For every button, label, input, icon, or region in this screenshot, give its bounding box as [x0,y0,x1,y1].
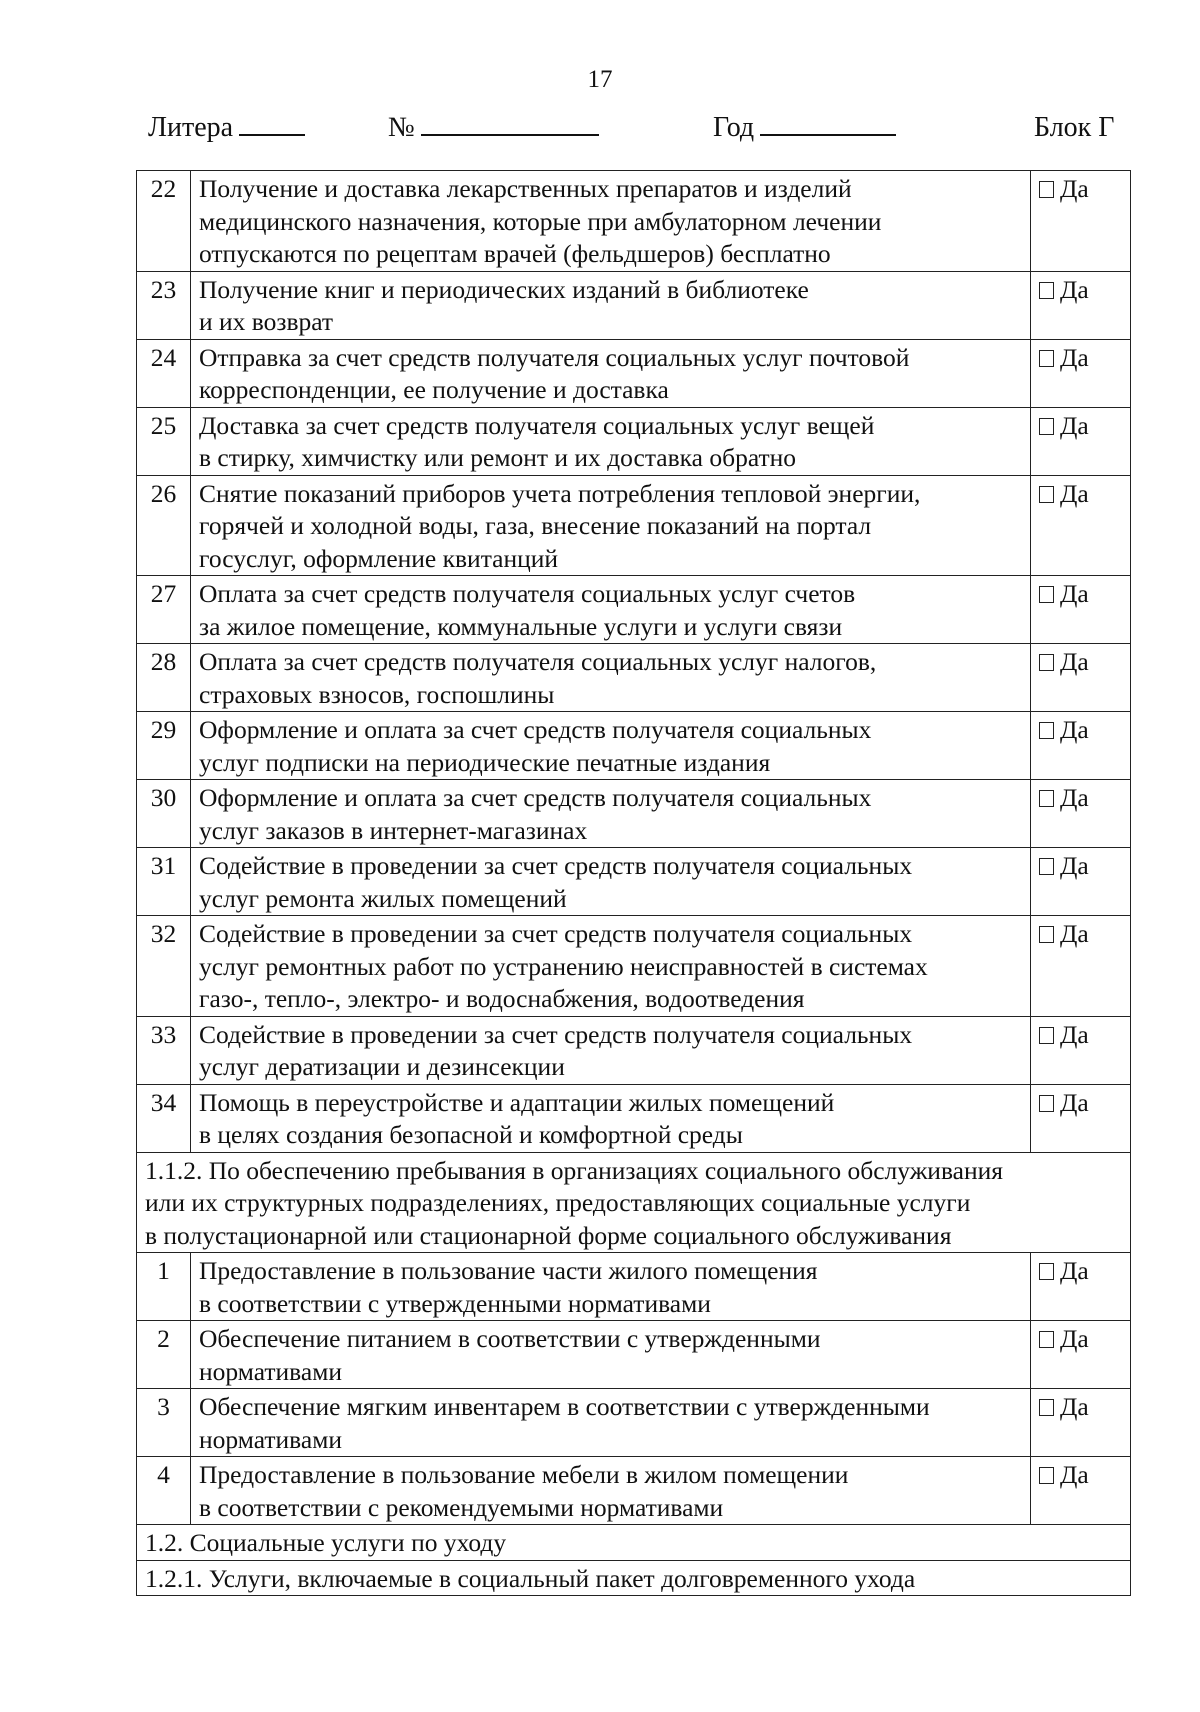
service-description-line: газо-, тепло-, электро- и водоснабжения, водоотведения [199,984,805,1013]
row-number: 29 [137,712,191,780]
page-number: 17 [587,66,613,93]
row-number: 25 [137,407,191,475]
row-number: 1 [137,1253,191,1321]
section-heading [137,1152,1131,1253]
yes-label: Да [1060,783,1089,812]
number-blank[interactable] [421,112,599,136]
yes-label: Да [1060,410,1089,440]
service-description-line: Помощь в переустройстве и адаптации жилых помещений [199,1087,835,1117]
service-description-line: и их возврат [199,307,334,336]
service-description-line: услуг подписки на периодические печатные издания [199,747,771,777]
year-blank[interactable] [760,112,896,136]
yes-label: Да [1060,342,1089,372]
section-heading-line: 1.2.1. Услуги, включаемые в социальный пакет долговременного ухода [145,1563,916,1593]
service-description-line: медицинского назначения, которые при амбулаторном лечении [199,206,882,236]
service-description-line: страховых взносов, госпошлины [199,679,555,709]
section-row [137,1152,1131,1253]
checkbox-square-icon[interactable] [1039,418,1054,435]
yes-checkbox[interactable] [1031,780,1131,848]
service-description-line: в целях создания безопасной и комфортной среды [199,1120,743,1149]
checkbox-square-icon[interactable] [1039,858,1054,875]
service-description-line: Оплата за счет средств получателя социальных услуг счетов [199,579,856,608]
checkbox-square-icon[interactable] [1039,350,1054,367]
section-heading [137,1525,1131,1561]
checkbox-square-icon[interactable] [1039,722,1054,739]
service-description-line: Обеспечение мягким инвентарем в соответствии с утвержденными [199,1392,930,1421]
service-row [137,576,1131,644]
row-number: 22 [137,171,191,272]
yes-label: Да [1060,274,1089,304]
row-number: 34 [137,1084,191,1152]
checkbox-square-icon[interactable] [1039,1263,1054,1280]
year-field[interactable] [713,112,754,144]
service-description-line: Доставка за счет средств получателя социальных услуг вещей [199,410,875,440]
row-number: 26 [137,475,191,576]
service-row [137,475,1131,576]
checkbox-square-icon[interactable] [1039,181,1054,198]
yes-label: Да [1060,647,1089,676]
row-number: 24 [137,339,191,407]
number-label: № [388,112,415,143]
service-row [137,712,1131,780]
service-description-line: в стирку, химчистку или ремонт и их доставка обратно [199,443,797,472]
service-description-line: Предоставление в пользование мебели в жилом помещении [199,1460,849,1489]
number-field[interactable] [388,112,415,144]
yes-checkbox[interactable] [1031,1457,1131,1525]
checkbox-square-icon[interactable] [1039,1399,1054,1416]
service-description-line: Содействие в проведении за счет средств получателя социальных [199,919,913,948]
yes-label: Да [1060,478,1089,508]
service-description-line: Снятие показаний приборов учета потребления тепловой энергии, [199,478,921,508]
yes-label: Да [1060,851,1089,880]
section-heading-line: в полустационарной или стационарной форме социального обслуживания [145,1220,952,1250]
service-description [191,644,1031,712]
checkbox-square-icon[interactable] [1039,790,1054,807]
service-row [137,1389,1131,1457]
service-description-line: Оформление и оплата за счет средств получателя социальных [199,715,872,744]
service-description [191,339,1031,407]
yes-checkbox[interactable] [1031,475,1131,576]
checkbox-square-icon[interactable] [1039,926,1054,943]
service-description-line: Получение и доставка лекарственных препаратов и изделий [199,174,852,203]
service-description [191,916,1031,1017]
yes-checkbox[interactable] [1031,171,1131,272]
service-description-line: корреспонденции, ее получение и доставка [199,375,669,404]
service-row [137,848,1131,916]
yes-checkbox[interactable] [1031,1084,1131,1152]
services-table [136,170,1131,1596]
service-description [191,1457,1031,1525]
checkbox-square-icon[interactable] [1039,1095,1054,1112]
service-description [191,1321,1031,1389]
service-row [137,1084,1131,1152]
service-row [137,407,1131,475]
service-row [137,1321,1131,1389]
checkbox-square-icon[interactable] [1039,282,1054,299]
checkbox-square-icon[interactable] [1039,486,1054,503]
service-description-line: госуслуг, оформление квитанций [199,543,559,573]
row-number: 28 [137,644,191,712]
service-row [137,780,1131,848]
service-description-line: за жилое помещение, коммунальные услуги и услуги связи [199,611,843,641]
yes-label: Да [1060,174,1089,203]
yes-checkbox[interactable] [1031,1253,1131,1321]
service-description [191,780,1031,848]
service-row [137,916,1131,1017]
row-number: 27 [137,576,191,644]
yes-checkbox[interactable] [1031,712,1131,780]
yes-checkbox[interactable] [1031,576,1131,644]
service-row [137,1016,1131,1084]
section-heading-line: 1.1.2. По обеспечению пребывания в организациях социального обслуживания [145,1155,1003,1185]
yes-checkbox[interactable] [1031,271,1131,339]
service-description-line: Содействие в проведении за счет средств получателя социальных [199,851,913,880]
row-number: 23 [137,271,191,339]
service-description-line: отпускаются по рецептам врачей (фельдшеров) бесплатно [199,239,831,268]
service-description [191,576,1031,644]
service-row [137,1457,1131,1525]
year-label: Год [713,112,755,143]
yes-label: Да [1060,579,1089,608]
yes-label: Да [1060,1256,1089,1285]
service-description-line: в соответствии с утвержденными нормативами [199,1288,711,1318]
section-row [137,1560,1131,1596]
yes-label: Да [1060,1019,1089,1049]
checkbox-square-icon[interactable] [1039,1467,1054,1484]
litera-field[interactable] [148,112,233,144]
service-description-line: услуг заказов в интернет-магазинах [199,815,588,845]
form-header [148,112,1128,146]
service-description-line: Содействие в проведении за счет средств получателя социальных [199,1019,913,1049]
service-row [137,1253,1131,1321]
service-description [191,271,1031,339]
service-description [191,712,1031,780]
section-heading-line: 1.2. Социальные услуги по уходу [145,1528,507,1557]
checkbox-square-icon[interactable] [1039,1027,1054,1044]
litera-label: Литера [148,112,234,143]
block-label: Блок Г [1034,112,1115,143]
service-description-line: Предоставление в пользование части жилого помещения [199,1256,818,1285]
service-description-line: Обеспечение питанием в соответствии с утвержденными [199,1324,821,1353]
service-description-line: услуг дератизации и дезинсекции [199,1052,565,1081]
service-description-line: Оплата за счет средств получателя социальных услуг налогов, [199,647,877,676]
service-description-line: в соответствии с рекомендуемыми нормативами [199,1492,724,1522]
service-description-line: услуг ремонтных работ по устранению неисправностей в системах [199,951,928,981]
yes-checkbox[interactable] [1031,1321,1131,1389]
service-description [191,475,1031,576]
service-row [137,171,1131,272]
service-row [137,339,1131,407]
row-number: 32 [137,916,191,1017]
service-description-line: Отправка за счет средств получателя социальных услуг почтовой [199,342,910,372]
service-description [191,848,1031,916]
service-description-line: Получение книг и периодических изданий в библиотеке [199,274,809,304]
row-number: 31 [137,848,191,916]
yes-checkbox[interactable] [1031,1389,1131,1457]
yes-label: Да [1060,1460,1089,1489]
row-number: 3 [137,1389,191,1457]
row-number: 33 [137,1016,191,1084]
service-description-line: горячей и холодной воды, газа, внесение показаний на портал [199,511,872,540]
yes-checkbox[interactable] [1031,644,1131,712]
yes-label: Да [1060,919,1089,948]
yes-checkbox[interactable] [1031,339,1131,407]
service-row [137,271,1131,339]
checkbox-square-icon[interactable] [1039,1331,1054,1348]
section-heading [137,1560,1131,1596]
yes-checkbox[interactable] [1031,1016,1131,1084]
yes-checkbox[interactable] [1031,407,1131,475]
service-description-line: нормативами [199,1424,342,1454]
row-number: 2 [137,1321,191,1389]
service-description [191,407,1031,475]
checkbox-square-icon[interactable] [1039,654,1054,671]
yes-label: Да [1060,715,1089,744]
service-description-line: услуг ремонта жилых помещений [199,883,567,913]
service-description-line: Оформление и оплата за счет средств получателя социальных [199,783,872,812]
service-description [191,1389,1031,1457]
section-heading-line: или их структурных подразделениях, предоставляющих социальные услуги [145,1188,971,1217]
row-number: 30 [137,780,191,848]
yes-label: Да [1060,1087,1089,1117]
service-description [191,1253,1031,1321]
service-description [191,1084,1031,1152]
row-number: 4 [137,1457,191,1525]
litera-blank[interactable] [239,112,305,136]
service-description-line: нормативами [199,1356,342,1386]
checkbox-square-icon[interactable] [1039,586,1054,603]
section-row [137,1525,1131,1561]
yes-label: Да [1060,1392,1089,1421]
yes-checkbox[interactable] [1031,848,1131,916]
yes-label: Да [1060,1324,1089,1353]
service-description [191,1016,1031,1084]
service-description [191,171,1031,272]
service-row [137,644,1131,712]
yes-checkbox[interactable] [1031,916,1131,1017]
